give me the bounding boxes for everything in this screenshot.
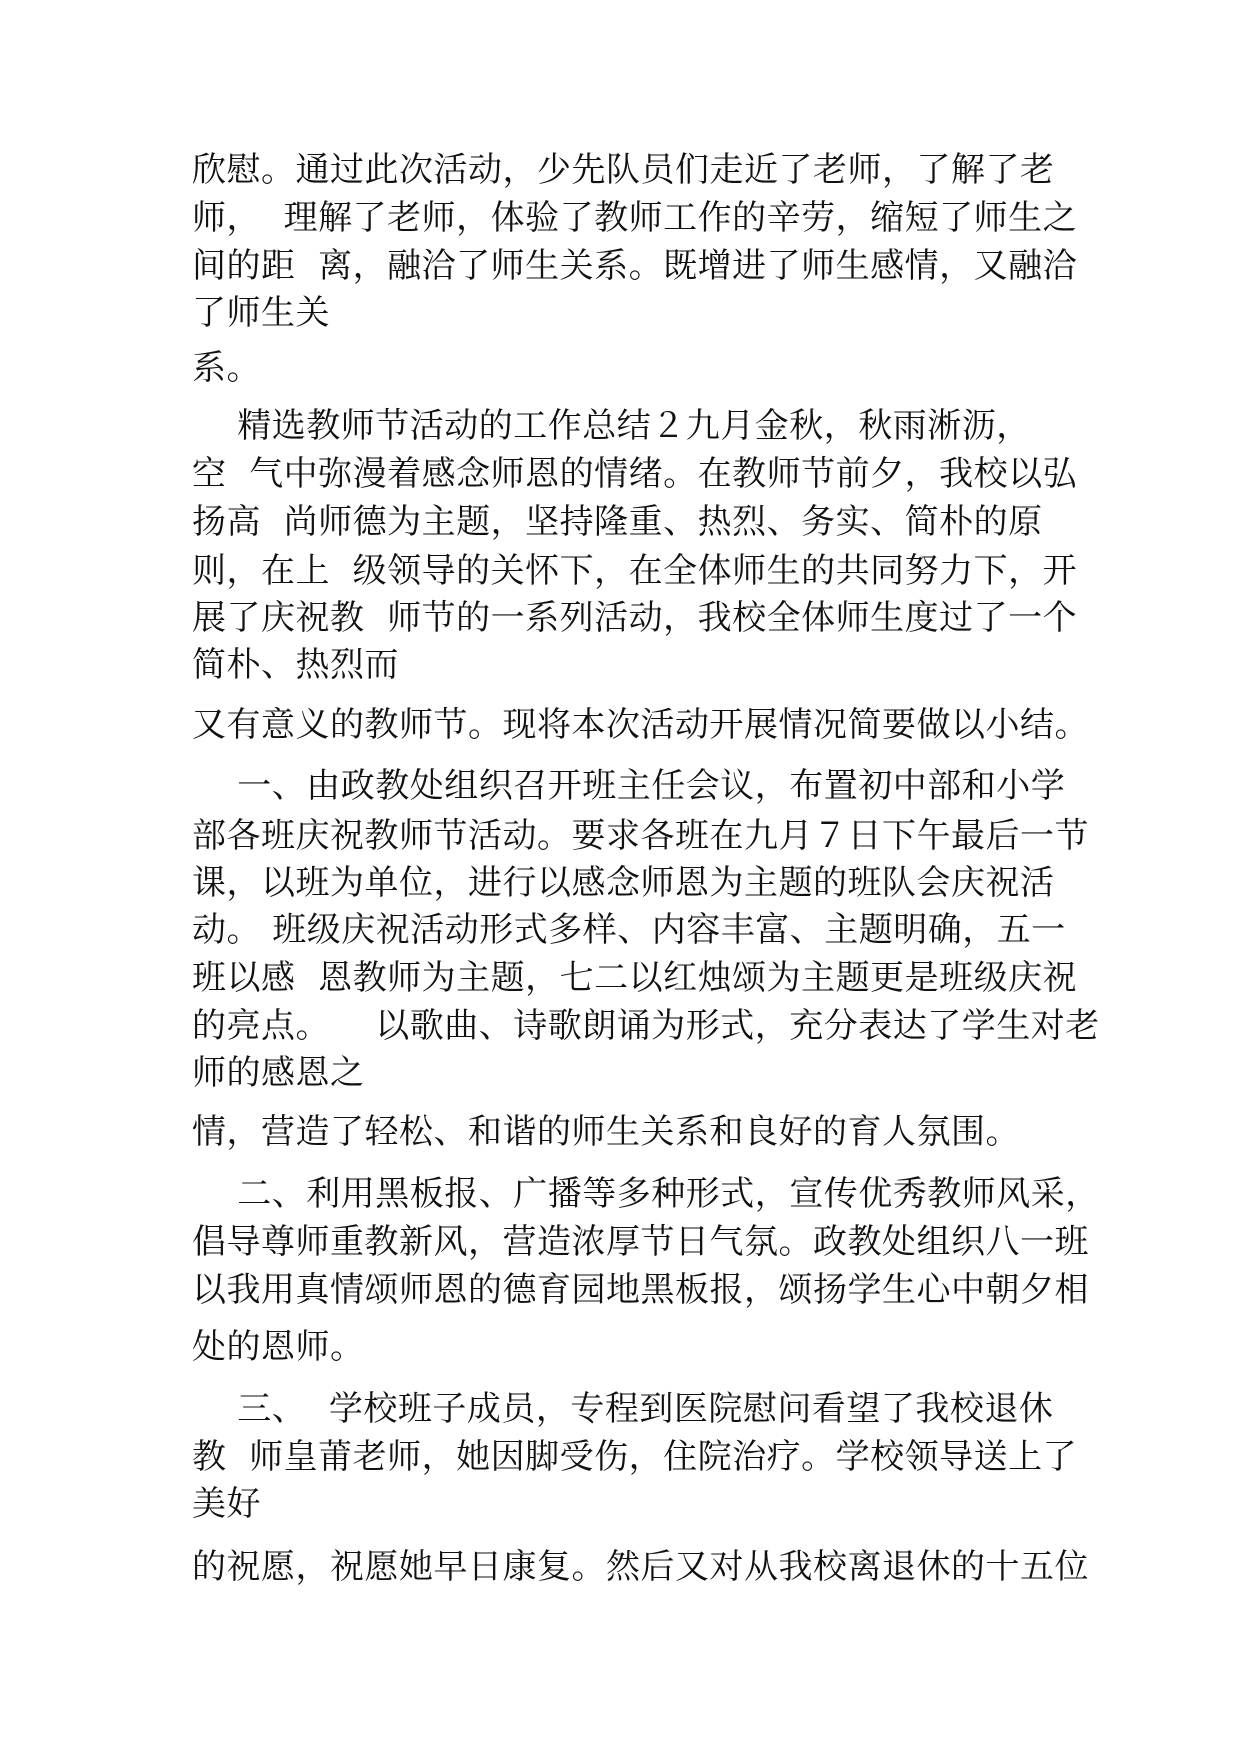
text-line: 简朴、热烈而 (192, 645, 399, 685)
text-line: 欣慰。通过此次活动，少先队员们走近了老师，了解了老 (192, 150, 1055, 190)
text-line: 的祝愿，祝愿她早日康复。然后又对从我校离退休的十五位 (192, 1547, 1089, 1587)
text-line: 的亮点。 以歌曲、诗歌朗诵为形式，充分表达了学生对老 (192, 1006, 1100, 1046)
text-line: 则，在上 级领导的关怀下，在全体师生的共同努力下，开 (192, 551, 1078, 591)
text-line: 班以感 恩教师为主题，七二以红烛颂为主题更是班级庆祝 (192, 958, 1078, 998)
text-line: 美好 (192, 1484, 261, 1524)
text-line: 空 气中弥漫着感念师恩的情绪。在教师节前夕，我校以弘 (192, 454, 1078, 494)
text-line: 精选教师节活动的工作总结２九月金秋，秋雨淅沥， (192, 406, 1031, 446)
text-line: 师， 理解了老师，体验了教师工作的辛劳，缩短了师生之 (192, 198, 1078, 238)
text-line: 三、 学校班子成员，专程到医院慰问看望了我校退休 (192, 1389, 1054, 1429)
text-line: 部各班庆祝教师节活动。要求各班在九月７日下午最后一节 (192, 816, 1089, 856)
text-line: 系。 (192, 348, 261, 388)
text-line: 又有意义的教师节。现将本次活动开展情况简要做以小结。 (192, 705, 1089, 745)
text-line: 师的感恩之 (192, 1053, 365, 1093)
text-line: 动。 班级庆祝活动形式多样、内容丰富、主题明确，五一 (192, 910, 1066, 950)
text-line: 以我用真情颂师恩的德育园地黑板报，颂扬学生心中朝夕相 (192, 1270, 1089, 1310)
text-line: 一、由政教处组织召开班主任会议，布置初中部和小学 (192, 766, 1066, 806)
text-line: 处的恩师。 (192, 1327, 365, 1367)
text-line: 展了庆祝教 师节的一系列活动，我校全体师生度过了一个 (192, 598, 1078, 638)
text-line: 扬高 尚师德为主题，坚持隆重、热烈、务实、简朴的原 (192, 502, 1043, 542)
text-line: 教 师皇莆老师，她因脚受伤，住院治疗。学校领导送上了 (192, 1437, 1078, 1477)
text-line: 倡导尊师重教新风，营造浓厚节日气氛。政教处组织八一班 (192, 1222, 1089, 1262)
text-line: 课，以班为单位，进行以感念师恩为主题的班队会庆祝活 (192, 863, 1055, 903)
text-line: 二、利用黑板报、广播等多种形式，宣传优秀教师风采， (192, 1174, 1100, 1214)
text-line: 间的距 离，融洽了师生关系。既增进了师生感情，又融洽 (192, 246, 1078, 286)
text-line: 了师生关 (192, 293, 330, 333)
text-line: 情，营造了轻松、和谐的师生关系和良好的育人氛围。 (192, 1112, 1020, 1152)
